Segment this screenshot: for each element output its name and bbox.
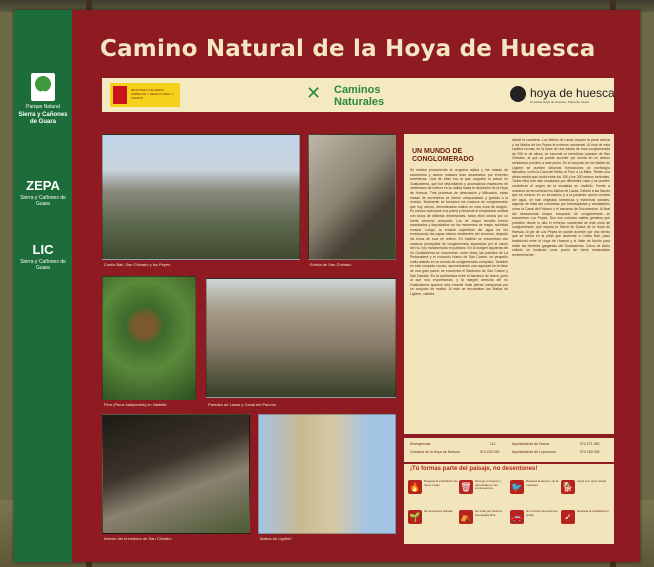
rule-text: No circules fuera de las pistas (526, 509, 558, 517)
rule-text: Respeta la prohibición de hacer fuego (424, 479, 458, 487)
emergencias-number: 112 (490, 442, 496, 446)
caption-pino: Pino (Pinus halepensis) en Vadiello (104, 402, 167, 407)
photo-mallos (258, 414, 396, 534)
caption-interior: Interior del eremitorio de San Chinabo (104, 536, 172, 541)
contact-table (404, 436, 614, 462)
tent-icon: ⛺ (460, 512, 472, 522)
plant-icon: 🌱 (409, 512, 421, 522)
caminos-line1: Caminos (334, 84, 381, 96)
park-logo-icon (31, 73, 55, 101)
emergencias-label: Emergencias (410, 442, 431, 446)
coat-of-arms-icon (113, 86, 127, 104)
rule-text: Respeta la fauna y no la molestes (526, 479, 559, 487)
lic-sub: Sierra y Cañones de Guara (20, 259, 66, 271)
text-column-right: desde la carretera. Los Mallos de Lazas ocupan la parte central y los Mallos de los Pepes el extremo occidental. Al final de esta cadena rocosa, en la base de una balma de roca conglomerada de 200 m de altura, se esconde el eremitorio rupestre de San Chinabo, al que se puede acceder por senda en un desvío señalizado próximo a este punto. En el conjunto de los Mallos de Ligüerri se pueden observar formaciones de morfología llamativa, como la Cara del Maño, el Puro o La Mitra. Tienen una altura media que oscila entre los 100 y los 300 metros verticales. Todos ellos han sido escalados por diferentes rutas y se pueden considerar el origen de la escalada en Vadiello. Frente a nosotros se encuentran los Mallos de Lazas. Debido a las fisuras que se crearon en su formación y a la posterior acción erosiva del agua, se han originado barrancos y estrechas canales, algunas de ellas tan conocidas por barranquistas y escaladores como la Canal del Palomo o el barranco de Escomentué. Al final del descomunal bloque compacto de conglomerado se encuentran Los Pepes. Son dos curiosos mallos gemelos que presiden desde lo alto el extremo occidental de este cinto de conglomerado, que separa la Sierra de Guara de la Hoya de Huesca. Al pie de Los Pepes se puede acceder por una senda que se forma en la pista que asciende a Cuello Bail, paso tradicional entre la Hoya de Huesca y el Valle de Nocito para evitar las temibles gargantas del Guatizalema. Cerca de dicho collado se localizan unos pozos de nieve restaurados recientemente. (512, 138, 610, 257)
sign-title: Camino Natural de la Hoya de Huesca (100, 36, 596, 62)
photo-paredes (206, 278, 396, 398)
ayto-nueno-label: Ayuntamiento de Nueno (512, 442, 550, 446)
path-icon: ✓ (561, 510, 575, 524)
photo-interior (102, 414, 250, 534)
caption-ermita: Ermita de San Chinabo (310, 262, 352, 267)
rule-text: No arranques plantas (424, 509, 453, 513)
caption-mallos: Mallos de Ligüerri (260, 536, 292, 541)
rules-panel (404, 464, 614, 544)
photo-ermita (308, 134, 396, 260)
ayto-loporzano-number: 974 262 005 (580, 450, 600, 454)
rule-text: No está permitida la acampada libre (475, 509, 502, 517)
caption-paredes: Paredes de Lazas y Canal del Palomo (208, 402, 277, 407)
comarca-number: 974 233 030 (480, 450, 500, 454)
section-title: UN MUNDO DE CONGLOMERADO (412, 148, 474, 163)
bird-icon: 🐦 (511, 482, 523, 492)
dog-icon: 🐕 (562, 482, 574, 492)
text-column-left: Se estaba produciendo la orogenia alpina y las masas de escombros y cantos rodados eran arrastrados por enormes torrenteras. Una de ellas era la que ocupaba el actual río Guatizalema, que fue depositando y acumulando espesores de centenares de metros en su salida hacia la depresión de la Hoya de Huesca. Tras procesos de desecación y litificación, estas masas de escombros se fueron compactando y gracias a la erosión, finalmente se formaron los macizos de conglomerado que hoy vemos, denominados mallos en esta zona de Aragón. Es curioso acercarse a la pared y observar el empedrado vertical con bolos de distintas dimensiones, todos ellos unidos por un fuerte cemento compacto. Los de mayor tamaño fueron arrastrados y depositados en los momentos de mayor actividad erosiva. Luego, la erosión superficial del agua ha ido erosionando las capas menos resistentes del cemento, dejando los bolos de roca en relieve. En Vadiello se encuentran dos macizos principales de conglomerado separados por el cauce del río, hoy transformado en pantano. En la margen izquierda del río Guatizalema se encuentran, entre otras, las paredes de La Pedacadera y el conocido Huevo de San Cosme, un pequeño mallo aislado en un mundo de conglomerado compacto. También en este conjunto rocoso, aprovechando una oquedad en la base de una gran pared, se encuentra el Santuario de San Cosme y San Damián. En la confluencia entre el barranco de Isarre, junto al que nos encontramos, y la margen derecha del río Guatizalema aparece otra enorme mole pétrea compuesta por un conjunto de mallos. Al este se encuentran los Mallos de Ligüerri, visibles (410, 168, 508, 297)
caminos-naturales-logo (334, 84, 384, 108)
hoya-huesca-sub: Comarca Hoya de Huesca • Plana de Uesca (530, 100, 590, 104)
trash-icon: 🗑 (460, 482, 472, 492)
ayto-loporzano-label: Ayuntamiento de Loporzano (512, 450, 556, 454)
comarca-label: Comarca de la Hoya de Huesca (410, 450, 460, 454)
park-label: Parque Natural (26, 104, 60, 110)
photo-cuello-bail (102, 134, 300, 260)
rules-title: ¡Tú formas parte del paisaje, no desentones! (410, 466, 538, 472)
park-name: Sierra y Cañones de Guara (18, 112, 68, 125)
hoya-huesca-icon (510, 86, 526, 102)
rule-text: Recoge tu basura y deposítala en los contenedores (475, 479, 502, 491)
car-icon: 🚗 (511, 512, 523, 522)
caminos-naturales-icon: ✕ (306, 83, 322, 103)
lic-label: LIC (32, 242, 54, 257)
rule-text: Lleva a tu perro atado (577, 479, 607, 483)
caminos-line2: Naturales (334, 96, 385, 108)
rule-text: Respeta la señalización (577, 509, 609, 513)
caption-cuello-bail: Cuello Bail, San Chinabo y los Pepes (104, 262, 171, 267)
fire-icon: 🔥 (409, 482, 421, 492)
zepa-label: ZEPA (26, 178, 60, 193)
hoya-huesca-logo: hoya de huesca (530, 86, 615, 100)
government-text: MINISTERIO DE MEDIO AMBIENTE Y MEDIO RURAL Y MARINO (131, 88, 174, 100)
photo-pino (102, 276, 196, 400)
zepa-sub: Sierra y Cañones de Guara (20, 195, 66, 207)
ayto-nueno-number: 974 271 083 (580, 442, 600, 446)
